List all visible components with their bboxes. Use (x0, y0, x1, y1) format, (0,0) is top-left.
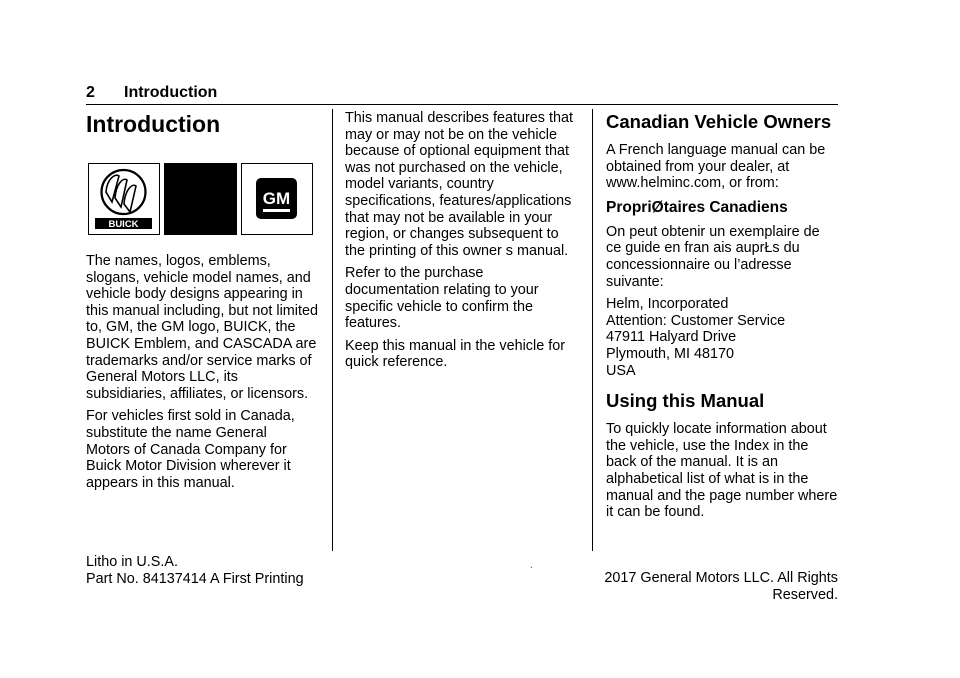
page-number: 2 (86, 84, 95, 101)
proprietaires-paragraph: On peut obtenir un exemplaire de ce guide en fran ais auprŁs du concessionnaire ou l’adresse suivante: (606, 223, 820, 290)
purchase-documentation-paragraph: Refer to the purchase documentation relating to your specific vehicle to confirm the features. (345, 265, 539, 332)
column-divider-1 (332, 109, 333, 551)
buick-logo (88, 163, 160, 235)
column-divider-2 (592, 109, 593, 551)
buick-tri-shield-icon (89, 164, 158, 233)
footer-copyright: 2017 General Motors LLC. All Rights Reserved. (604, 570, 838, 603)
buick-wordmark: BUICK (108, 219, 139, 230)
introduction-title: Introduction (86, 111, 221, 137)
column-2 (345, 110, 585, 377)
gm-logo (241, 163, 313, 235)
canadian-vehicle-owners-heading: Canadian Vehicle Owners (606, 111, 832, 132)
header-section-title: Introduction (124, 84, 218, 101)
black-logo-panel (164, 163, 237, 235)
helm-address: Helm, Incorporated Attention: Customer Service 47911 Halyard Drive Plymouth, MI 48170 USA (606, 296, 786, 379)
column-3 (606, 110, 840, 527)
page-header (86, 84, 217, 102)
brand-logos (88, 163, 318, 237)
column-1 (86, 110, 326, 138)
canadian-owners-paragraph: A French language manual can be obtained from your dealer, at www.helminc.com, or from: (606, 142, 826, 192)
column-1-text (86, 253, 326, 497)
gm-square-icon (242, 164, 311, 233)
canada-name-paragraph: For vehicles first sold in Canada, substitute the name General Motors of Canada Company for Buick Motor Division wherever it appears in this manual. (86, 408, 295, 491)
copyright-mark: ` (530, 566, 533, 575)
keep-manual-paragraph: Keep this manual in the vehicle for quick reference. (345, 337, 565, 371)
header-rule (86, 104, 838, 105)
trademark-paragraph: The names, logos, emblems, slogans, vehicle model names, and vehicle body designs appearing in this manual including, but not limited to, GM, the GM logo, BUICK, the BUICK Emblem, and CASCADA are trademarks and/or service marks of General Motors LLC, its subsidiaries, affiliates, or licensors. (86, 253, 318, 402)
footer-printing-info: Litho in U.S.A. Part No. 84137414 A First Printing (86, 554, 304, 587)
proprietaires-heading: PropriØtaires Canadiens (606, 198, 788, 216)
gm-wordmark: GM (262, 189, 291, 208)
using-this-manual-heading: Using this Manual (606, 390, 765, 412)
using-manual-paragraph: To quickly locate information about the vehicle, use the Index in the back of the manual. It is an alphabetical list of what is in the manual and the page number where it can be found. (606, 421, 838, 521)
features-paragraph: This manual describes features that may or may not be on the vehicle because of optional equipment that was not purchased on the vehicle, model variants, country specifications, features/applications that may not be available in your region, or changes subsequent to the printing of this owner s manual. (345, 110, 573, 259)
